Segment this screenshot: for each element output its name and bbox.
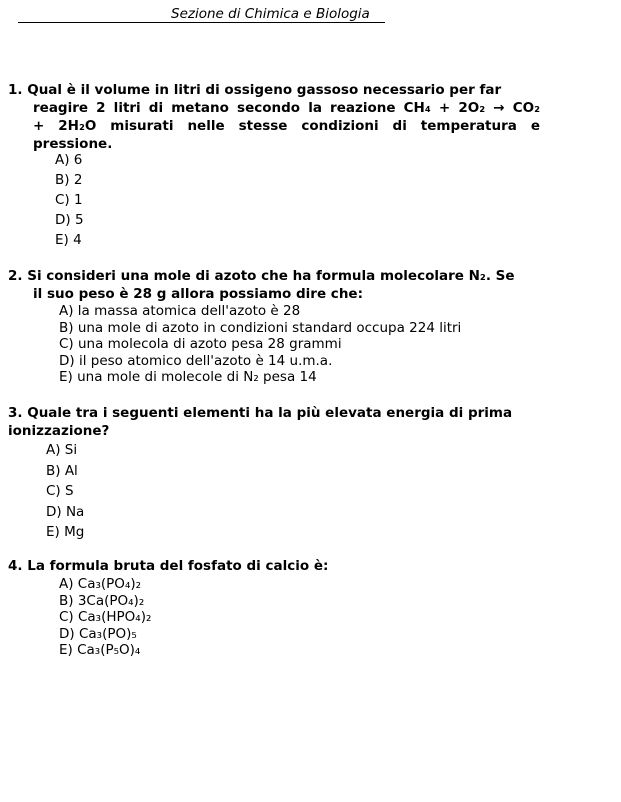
option-b[interactable]: B) Al bbox=[46, 462, 78, 479]
question-2-line-2: il suo peso è 28 g allora possiamo dire che: bbox=[33, 286, 363, 302]
option-d[interactable]: D) Ca₃(PO)₅ bbox=[59, 625, 137, 642]
option-e[interactable]: E) 4 bbox=[55, 232, 82, 248]
question-3-options bbox=[46, 440, 84, 543]
question-1-options bbox=[55, 150, 84, 250]
option-e[interactable]: E) una mole di molecole di N₂ pesa 14 bbox=[59, 369, 317, 385]
option-d[interactable]: D) il peso atomico dell'azoto è 14 u.m.a. bbox=[59, 352, 333, 369]
option-d[interactable]: D) 5 bbox=[55, 212, 84, 228]
question-1-line-1: 1. Qual è il volume in litri di ossigeno gassoso necessario per far bbox=[8, 82, 502, 98]
question-4-options bbox=[59, 576, 151, 659]
option-d[interactable]: D) Na bbox=[46, 503, 85, 520]
question-2-line-1: 2. Si consideri una mole di azoto che ha formula molecolare N₂. Se bbox=[8, 268, 515, 284]
option-c[interactable]: C) S bbox=[46, 483, 74, 499]
option-a[interactable]: A) la massa atomica dell'azoto è 28 bbox=[59, 303, 301, 319]
question-1-line-3: + 2H₂O misurati nelle stesse condizioni di temperatura e bbox=[33, 118, 540, 134]
option-c[interactable]: C) 1 bbox=[55, 192, 83, 208]
option-c[interactable]: C) una molecola di azoto pesa 28 grammi bbox=[59, 336, 342, 352]
section-title: Sezione di Chimica e Biologia bbox=[171, 6, 370, 22]
option-c[interactable]: C) Ca₃(HPO₄)₂ bbox=[59, 609, 152, 625]
option-a[interactable]: A) Si bbox=[46, 442, 78, 458]
question-1-line-4: pressione. bbox=[33, 136, 113, 152]
question-3-line-1: 3. Quale tra i seguenti elementi ha la più elevata energia di prima bbox=[8, 405, 513, 421]
option-a[interactable]: A) Ca₃(PO₄)₂ bbox=[59, 576, 142, 592]
question-1 bbox=[8, 81, 540, 153]
question-1-line-2: reagire 2 litri di metano secondo la reazione CH₄ + 2O₂ → CO₂ bbox=[33, 100, 540, 116]
option-e[interactable]: E) Mg bbox=[46, 524, 85, 540]
option-a[interactable]: A) 6 bbox=[55, 152, 83, 168]
option-b[interactable]: B) 3Ca(PO₄)₂ bbox=[59, 592, 145, 609]
question-4-line-1: 4. La formula bruta del fosfato di calcio è: bbox=[8, 558, 329, 574]
option-e[interactable]: E) Ca₃(P₅O)₄ bbox=[59, 642, 141, 658]
question-3 bbox=[8, 404, 548, 440]
question-2 bbox=[8, 267, 540, 303]
option-b[interactable]: B) una mole di azoto in condizioni standard occupa 224 litri bbox=[59, 319, 462, 336]
question-3-line-2: ionizzazione? bbox=[8, 423, 110, 439]
question-4 bbox=[8, 557, 548, 575]
option-b[interactable]: B) 2 bbox=[55, 172, 83, 188]
question-2-options bbox=[59, 303, 461, 386]
header-rule bbox=[18, 22, 385, 23]
